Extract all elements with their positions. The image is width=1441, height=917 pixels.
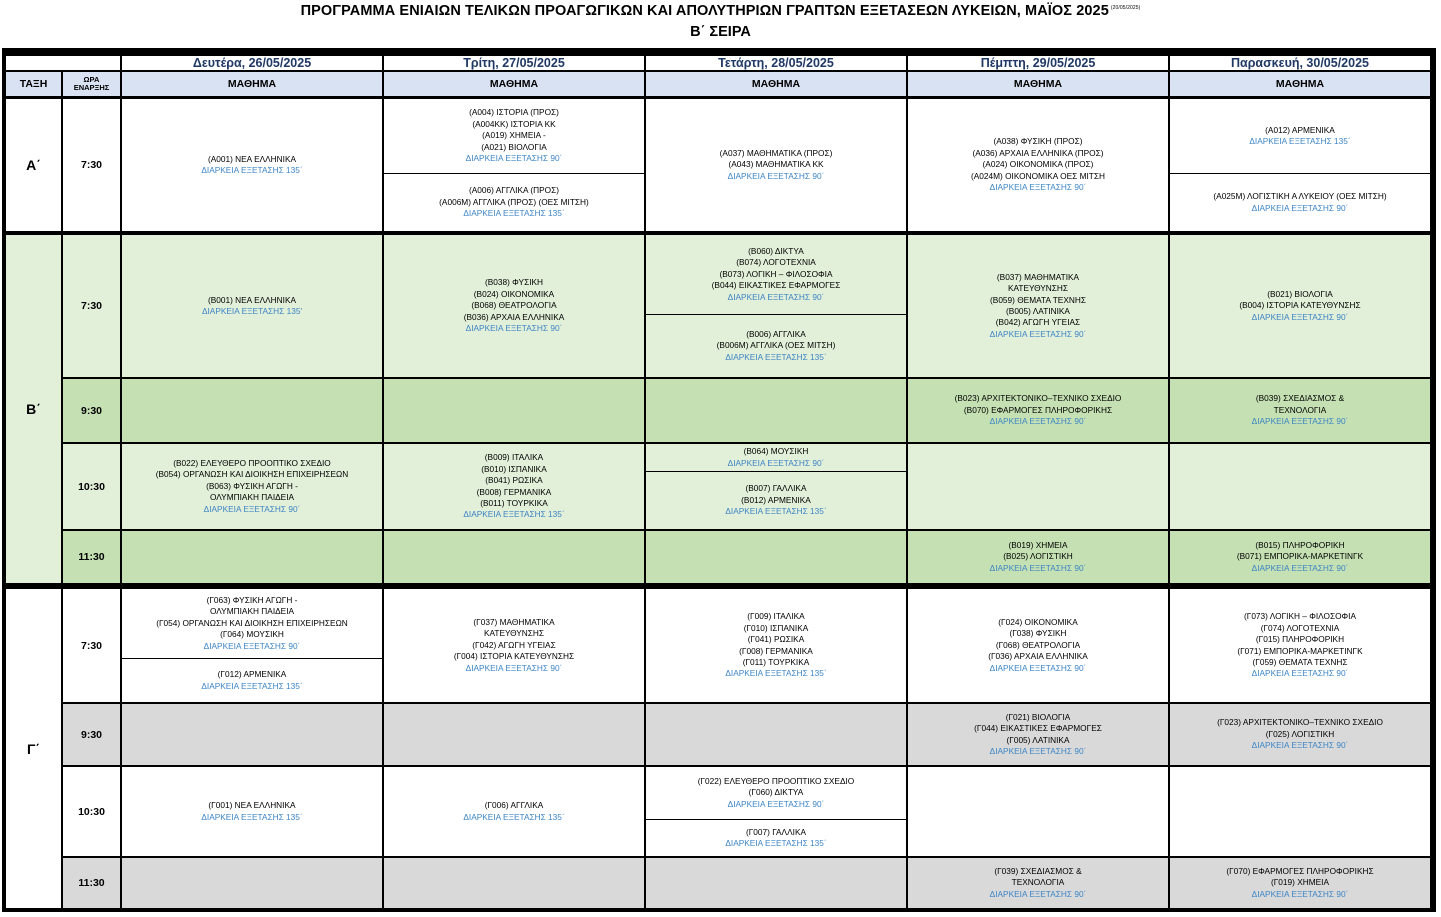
exam-subject: (Β073) ΛΟΓΙΚΗ – ΦΙΛΟΣΟΦΙΑ <box>719 268 833 279</box>
exam-duration: ΔΙΑΡΚΕΙΑ ΕΞΕΤΑΣΗΣ 90΄ <box>989 888 1087 899</box>
exam-duration: ΔΙΑΡΚΕΙΑ ΕΞΕΤΑΣΗΣ 135΄ <box>725 668 827 679</box>
exam-subject: (Β060) ΔΙΚΤΥΑ <box>748 245 804 256</box>
exam-duration: ΔΙΑΡΚΕΙΑ ΕΞΕΤΑΣΗΣ 90΄ <box>989 182 1087 193</box>
slot-c-930-friday <box>1170 704 1430 765</box>
exam-subject: ΤΕΧΝΟΛΟΓΙΑ <box>1273 404 1327 415</box>
slot-b-930-monday <box>122 379 382 442</box>
slot-b-1130-thursday <box>908 531 1168 583</box>
slot-b-1130-monday <box>122 531 382 583</box>
exam-subject: (Γ005) ΛΑΤΙΝΙΚΑ <box>1006 734 1070 745</box>
exam-subject: (Γ025) ΛΟΓΙΣΤΙΚΗ <box>1265 728 1335 739</box>
exam-subject: (Α021) ΒΙΟΛΟΓΙΑ <box>481 141 547 152</box>
exam-duration: ΔΙΑΡΚΕΙΑ ΕΞΕΤΑΣΗΣ 90΄ <box>465 662 563 673</box>
start-time-cell: 9:30 <box>63 379 120 442</box>
exam-subject: (Α037) ΜΑΘΗΜΑΤΙΚΑ (ΠΡΟΣ) <box>719 147 833 158</box>
slot-c-1030-thursday <box>908 767 1168 856</box>
exam-subject: (Β025) ΛΟΓΙΣΤΙΚΗ <box>1003 551 1073 562</box>
exam-duration: ΔΙΑΡΚΕΙΑ ΕΞΕΤΑΣΗΣ 90΄ <box>727 170 825 181</box>
slot-b-730-tuesday <box>384 235 644 377</box>
slot-c-730-tuesday <box>384 589 644 702</box>
column-header-subject-wednesday: ΜΑΘΗΜΑ <box>646 72 906 96</box>
slot-c-1030-monday <box>122 767 382 856</box>
exam-subject: (Γ073) ΛΟΓΙΚΗ – ΦΙΛΟΣΟΦΙΑ <box>1243 611 1357 622</box>
slot-b-730-thursday <box>908 235 1168 377</box>
exam-subject: (Γ010) ΙΣΠΑΝΙΚΑ <box>743 622 809 633</box>
cell-divider <box>646 471 906 472</box>
series-title: Β΄ ΣΕΙΡΑ <box>690 24 751 40</box>
exam-subject: (Β064) ΜΟΥΣΙΚΗ <box>743 446 809 457</box>
exam-duration: ΔΙΑΡΚΕΙΑ ΕΞΕΤΑΣΗΣ 90΄ <box>989 562 1087 573</box>
exam-subject: (Β039) ΣΧΕΔΙΑΣΜΟΣ & <box>1255 393 1345 404</box>
exam-subject: (Β042) ΑΓΩΓΗ ΥΓΕΙΑΣ <box>995 317 1081 328</box>
exam-duration: ΔΙΑΡΚΕΙΑ ΕΞΕΤΑΣΗΣ 135΄ <box>725 838 827 848</box>
exam-subject: (Β022) ΕΛΕΥΘΕΡΟ ΠΡΟΟΠΤΙΚΟ ΣΧΕΔΙΟ <box>173 457 331 468</box>
exam-subject: (Α006Μ) ΑΓΓΛΙΚΑ (ΠΡΟΣ) (ΟΕΣ ΜΙΤΣΗ) <box>439 196 589 207</box>
start-time-cell: 11:30 <box>63 531 120 583</box>
exam-subject: (Γ019) ΧΗΜΕΙΑ <box>1270 877 1330 888</box>
exam-subject: (Α024) ΟΙΚΟΝΟΜΙΚΑ (ΠΡΟΣ) <box>982 159 1094 170</box>
exam-subject: (Β036) ΑΡΧΑΙΑ ΕΛΛΗΝΙΚΑ <box>463 311 565 322</box>
start-time-cell: 7:30 <box>63 235 120 377</box>
slot-b-1030-monday <box>122 444 382 529</box>
exam-subject: (Γ011) ΤΟΥΡΚΙΚΑ <box>742 656 810 667</box>
class-label-a: Α΄ <box>6 99 61 231</box>
exam-subject: (Γ015) ΠΛΗΡΟΦΟΡΙΚΗ <box>1255 634 1345 645</box>
exam-subject: (Γ008) ΓΕΡΜΑΝΙΚΑ <box>739 645 813 656</box>
exam-subject: (Β023) ΑΡΧΙΤΕΚΤΟΝΙΚΟ–ΤΕΧΝΙΚΟ ΣΧΕΔΙΟ <box>954 393 1122 404</box>
slot-b-1030-wednesday <box>646 444 906 529</box>
exam-duration: ΔΙΑΡΚΕΙΑ ΕΞΕΤΑΣΗΣ 90΄ <box>989 745 1087 756</box>
page-title: ΠΡΟΓΡΑΜΜΑ ΕΝΙΑΙΩΝ ΤΕΛΙΚΩΝ ΠΡΟΑΓΩΓΙΚΩΝ ΚΑΙ ΑΠΟΛΥΤΗΡΙΩΝ ΓΡΑΠΤΩΝ ΕΞΕΤΑΣΕΩΝ ΛΥΚΕΙΩΝ, ΜΑΪΟΣ 2025 $^{(20/05/2025)}$ <box>300 3 1141 19</box>
exam-duration: ΔΙΑΡΚΕΙΑ ΕΞΕΤΑΣΗΣ 90΄ <box>1251 416 1349 427</box>
slot-b-930-thursday <box>908 379 1168 442</box>
exam-subject: (Α024Μ) ΟΙΚΟΝΟΜΙΚΑ ΟΕΣ ΜΙΤΣΗ <box>970 170 1105 181</box>
exam-duration: ΔΙΑΡΚΕΙΑ ΕΞΕΤΑΣΗΣ 135' <box>201 306 303 316</box>
slot-b-1030-thursday <box>908 444 1168 529</box>
exam-duration: ΔΙΑΡΚΕΙΑ ΕΞΕΤΑΣΗΣ 90΄ <box>465 153 563 164</box>
exam-subject: ΟΛΥΜΠΙΑΚΗ ΠΑΙΔΕΙΑ <box>209 492 295 503</box>
exam-subject: (Γ012) ΑΡΜΕΝΙΚΑ <box>217 669 287 680</box>
start-time-cell: 11:30 <box>63 858 120 908</box>
exam-duration: ΔΙΑΡΚΕΙΑ ΕΞΕΤΑΣΗΣ 90΄ <box>203 503 301 514</box>
exam-subject: (Β015) ΠΛΗΡΟΦΟΡΙΚΗ <box>1255 539 1345 550</box>
timetable <box>2 48 1436 912</box>
exam-block <box>646 444 906 471</box>
slot-b-1030-tuesday <box>384 444 644 529</box>
slot-b-1130-friday <box>1170 531 1430 583</box>
cell-divider <box>646 314 906 315</box>
exam-subject: (Β004) ΙΣΤΟΡΙΑ ΚΑΤΕΥΘΥΝΣΗΣ <box>1239 300 1361 311</box>
exam-duration: ΔΙΑΡΚΕΙΑ ΕΞΕΤΑΣΗΣ 90΄ <box>1251 562 1349 573</box>
exam-subject: (Β037) ΜΑΘΗΜΑΤΙΚΑ <box>996 271 1080 282</box>
exam-subject: (Β008) ΓΕΡΜΑΝΙΚΑ <box>476 486 552 497</box>
exam-subject: (Γ022) ΕΛΕΥΘΕΡΟ ΠΡΟΟΠΤΙΚΟ ΣΧΕΔΙΟ <box>697 775 855 786</box>
exam-subject: (Γ001) ΝΕΑ ΕΛΛΗΝΙΚΑ <box>208 800 296 811</box>
cell-divider <box>122 658 382 659</box>
hora-line1: ΩΡΑ <box>83 75 100 84</box>
exam-subject: (Β010) ΙΣΠΑΝΙΚΑ <box>481 463 547 474</box>
exam-subject: (Β070) ΕΦΑΡΜΟΓΕΣ ΠΛΗΡΟΦΟΡΙΚΗΣ <box>963 404 1113 415</box>
exam-subject: (Α006) ΑΓΓΛΙΚΑ (ΠΡΟΣ) <box>468 185 560 196</box>
exam-subject: (Γ023) ΑΡΧΙΤΕΚΤΟΝΙΚΟ–ΤΕΧΝΙΚΟ ΣΧΕΔΙΟ <box>1217 717 1383 728</box>
exam-block <box>1170 174 1430 231</box>
exam-subject: (Β074) ΛΟΓΟΤΕΧΝΙΑ <box>736 257 816 268</box>
exam-subject: (Β059) ΘΕΜΑΤΑ ΤΕΧΝΗΣ <box>990 294 1086 305</box>
slot-b-930-friday <box>1170 379 1430 442</box>
exam-subject: (Γ007) ΓΑΛΛΙΚΑ <box>745 826 807 837</box>
cell-divider <box>384 173 644 174</box>
day-header-wednesday: Τετάρτη, 28/05/2025 <box>646 56 906 70</box>
exam-duration: ΔΙΑΡΚΕΙΑ ΕΞΕΤΑΣΗΣ 90΄ <box>989 662 1087 673</box>
exam-subject: (Α019) ΧΗΜΕΙΑ - <box>482 130 546 141</box>
slot-c-1130-thursday <box>908 858 1168 908</box>
slot-c-1130-friday <box>1170 858 1430 908</box>
hora-line2: ΕΝΑΡΞΗΣ <box>73 83 110 92</box>
slot-b-930-wednesday <box>646 379 906 442</box>
slot-b-730-wednesday <box>646 235 906 377</box>
exam-duration: ΔΙΑΡΚΕΙΑ ΕΞΕΤΑΣΗΣ 135΄ <box>201 165 303 175</box>
exam-subject: (Β063) ΦΥΣΙΚΗ ΑΓΩΓΗ - <box>206 480 298 491</box>
exam-duration: ΔΙΑΡΚΕΙΑ ΕΞΕΤΑΣΗΣ 90΄ <box>1251 888 1349 899</box>
exam-block <box>122 659 382 702</box>
date-note: (20/05/2025) <box>1110 5 1141 12</box>
day-header-monday: Δευτέρα, 26/05/2025 <box>122 56 382 70</box>
day-header-tuesday: Τρίτη, 27/05/2025 <box>384 56 644 70</box>
exam-subject: (Β019) ΧΗΜΕΙΑ <box>1008 539 1068 550</box>
day-header-thursday: Πέμπτη, 29/05/2025 <box>908 56 1168 70</box>
exam-subject: (Γ037) ΜΑΘΗΜΑΤΙΚΑ <box>473 616 555 627</box>
slot-a-730-thursday <box>908 99 1168 231</box>
exam-subject: ΤΕΧΝΟΛΟΓΙΑ <box>1011 877 1065 888</box>
slot-c-930-thursday <box>908 704 1168 765</box>
exam-subject: (Β021) ΒΙΟΛΟΓΙΑ <box>1267 288 1333 299</box>
slot-c-1130-wednesday <box>646 858 906 908</box>
exam-subject: (Γ063) ΦΥΣΙΚΗ ΑΓΩΓΗ - <box>206 594 298 605</box>
exam-duration: ΔΙΑΡΚΕΙΑ ΕΞΕΤΑΣΗΣ 135΄ <box>463 509 565 520</box>
exam-duration: ΔΙΑΡΚΕΙΑ ΕΞΕΤΑΣΗΣ 90΄ <box>1251 668 1349 679</box>
exam-subject: ΚΑΤΕΥΘΥΝΣΗΣ <box>1007 283 1069 294</box>
start-time-cell: 10:30 <box>63 444 120 529</box>
exam-subject: ΟΛΥΜΠΙΑΚΗ ΠΑΙΔΕΙΑ <box>209 606 295 617</box>
column-header-class: ΤΑΞΗ <box>6 72 61 96</box>
slot-c-730-thursday <box>908 589 1168 702</box>
exam-subject: (Β041) ΡΩΣΙΚΑ <box>485 475 543 486</box>
exam-subject: (Γ068) ΘΕΑΤΡΟΛΟΓΙΑ <box>995 639 1081 650</box>
start-time-cell: 7:30 <box>63 99 120 231</box>
exam-block <box>1170 99 1430 173</box>
start-time-cell: 7:30 <box>63 589 120 702</box>
exam-block <box>646 767 906 819</box>
exam-subject: (Β007) ΓΑΛΛΙΚΑ <box>745 483 807 494</box>
exam-subject: (Γ021) ΒΙΟΛΟΓΙΑ <box>1005 711 1071 722</box>
exam-subject: (Β068) ΘΕΑΤΡΟΛΟΓΙΑ <box>471 300 557 311</box>
exam-subject: ΚΑΤΕΥΘΥΝΣΗΣ <box>483 628 545 639</box>
exam-subject: (Γ006) ΑΓΓΛΙΚΑ <box>484 800 544 811</box>
exam-duration: ΔΙΑΡΚΕΙΑ ΕΞΕΤΑΣΗΣ 90΄ <box>1251 311 1349 322</box>
exam-duration: ΔΙΑΡΚΕΙΑ ΕΞΕΤΑΣΗΣ 90΄ <box>203 640 301 651</box>
cell-divider <box>1170 173 1430 174</box>
exam-duration: ΔΙΑΡΚΕΙΑ ΕΞΕΤΑΣΗΣ 135΄ <box>463 811 565 822</box>
exam-block <box>646 472 906 529</box>
column-header-start-time <box>63 72 120 96</box>
exam-subject: (Γ041) ΡΩΣΙΚΑ <box>747 634 805 645</box>
exam-subject: (Γ039) ΣΧΕΔΙΑΣΜΟΣ & <box>994 865 1082 876</box>
slot-c-1030-friday <box>1170 767 1430 856</box>
column-header-subject-thursday: ΜΑΘΗΜΑ <box>908 72 1168 96</box>
slot-a-730-tuesday <box>384 99 644 231</box>
exam-subject: (Α004ΚΚ) ΙΣΤΟΡΙΑ ΚΚ <box>472 118 556 129</box>
class-label-c: Γ΄ <box>6 589 61 908</box>
slot-c-1030-tuesday <box>384 767 644 856</box>
exam-block <box>646 315 906 377</box>
slot-b-730-monday <box>122 235 382 377</box>
exam-subject: (Β054) ΟΡΓΑΝΩΣΗ ΚΑΙ ΔΙΟΙΚΗΣΗ ΕΠΙΧΕΙΡΗΣΕΩΝ <box>155 469 349 480</box>
exam-duration: ΔΙΑΡΚΕΙΑ ΕΞΕΤΑΣΗΣ 90΄ <box>727 457 825 468</box>
exam-duration: ΔΙΑΡΚΕΙΑ ΕΞΕΤΑΣΗΣ 90΄ <box>989 328 1087 339</box>
slot-c-730-wednesday <box>646 589 906 702</box>
exam-subject: (Γ042) ΑΓΩΓΗ ΥΓΕΙΑΣ <box>472 639 556 650</box>
exam-subject: (Γ009) ΙΤΑΛΙΚΑ <box>747 611 805 622</box>
exam-block <box>384 99 644 173</box>
exam-subject: (Α043) ΜΑΘΗΜΑΤΙΚΑ ΚΚ <box>728 159 824 170</box>
exam-subject: (Γ036) ΑΡΧΑΙΑ ΕΛΛΗΝΙΚΑ <box>988 651 1088 662</box>
column-header-subject-tuesday: ΜΑΘΗΜΑ <box>384 72 644 96</box>
class-label-b: Β΄ <box>6 235 61 583</box>
slot-c-930-tuesday <box>384 704 644 765</box>
exam-subject: (Α025Μ) ΛΟΓΙΣΤΙΚΗ Α ΛΥΚΕΙΟΥ (ΟΕΣ ΜΙΤΣΗ) <box>1213 191 1387 202</box>
exam-subject: (Α038) ΦΥΣΙΚΗ (ΠΡΟΣ) <box>993 136 1083 147</box>
exam-block <box>646 820 906 856</box>
exam-subject: (Α001) ΝΕΑ ΕΛΛΗΝΙΚΑ <box>207 153 297 164</box>
slot-a-730-friday <box>1170 99 1430 231</box>
exam-subject: (Β005) ΛΑΤΙΝΙΚΑ <box>1006 306 1070 316</box>
day-header-friday: Παρασκευή, 30/05/2025 <box>1170 56 1430 70</box>
exam-subject: (Γ064) ΜΟΥΣΙΚΗ <box>220 629 284 640</box>
exam-subject: (Β011) ΤΟΥΡΚΙΚΑ <box>480 497 548 508</box>
exam-duration: ΔΙΑΡΚΕΙΑ ΕΞΕΤΑΣΗΣ 90΄ <box>465 323 563 334</box>
slot-c-1130-monday <box>122 858 382 908</box>
slot-c-1130-tuesday <box>384 858 644 908</box>
exam-subject: (Γ038) ΦΥΣΙΚΗ <box>1009 628 1067 639</box>
exam-subject: (Β024) ΟΙΚΟΝΟΜΙΚΑ <box>473 288 555 299</box>
column-header-subject-monday: ΜΑΘΗΜΑ <box>122 72 382 96</box>
exam-subject: (Β038) ΦΥΣΙΚΗ <box>484 277 544 288</box>
header-corner <box>6 56 120 70</box>
exam-subject: (Γ059) ΘΕΜΑΤΑ ΤΕΧΝΗΣ <box>1252 656 1348 667</box>
slot-b-1130-tuesday <box>384 531 644 583</box>
exam-subject: (Γ004) ΙΣΤΟΡΙΑ ΚΑΤΕΥΘΥΝΣΗΣ <box>453 651 575 662</box>
column-header-subject-friday: ΜΑΘΗΜΑ <box>1170 72 1430 96</box>
exam-subject: (Γ070) ΕΦΑΡΜΟΓΕΣ ΠΛΗΡΟΦΟΡΙΚΗΣ <box>1226 865 1374 876</box>
exam-subject: (Α004) ΙΣΤΟΡΙΑ (ΠΡΟΣ) <box>469 107 559 118</box>
exam-subject: (Β001) ΝΕΑ ΕΛΛΗΝΙΚΑ <box>207 294 297 305</box>
exam-subject: (Β044) ΕΙΚΑΣΤΙΚΕΣ ΕΦΑΡΜΟΓΕΣ <box>711 280 841 291</box>
exam-duration: ΔΙΑΡΚΕΙΑ ΕΞΕΤΑΣΗΣ 135΄ <box>201 680 303 691</box>
start-time-cell: 9:30 <box>63 704 120 765</box>
exam-duration: ΔΙΑΡΚΕΙΑ ΕΞΕΤΑΣΗΣ 135΄ <box>725 351 827 362</box>
exam-block <box>646 235 906 314</box>
exam-subject: (Γ074) ΛΟΓΟΤΕΧΝΙΑ <box>1260 622 1340 633</box>
exam-subject: (Α036) ΑΡΧΑΙΑ ΕΛΛΗΝΙΚΑ (ΠΡΟΣ) <box>972 147 1104 158</box>
slot-b-730-friday <box>1170 235 1430 377</box>
slot-b-1130-wednesday <box>646 531 906 583</box>
start-time-cell: 10:30 <box>63 767 120 856</box>
slot-b-930-tuesday <box>384 379 644 442</box>
slot-c-930-wednesday <box>646 704 906 765</box>
slot-c-730-friday <box>1170 589 1430 702</box>
exam-subject: (Β006Μ) ΑΓΓΛΙΚΑ (ΟΕΣ ΜΙΤΣΗ) <box>716 340 836 351</box>
cell-divider <box>646 819 906 820</box>
slot-c-1030-wednesday <box>646 767 906 856</box>
exam-subject: (Β006) ΑΓΓΛΙΚΑ <box>746 328 806 339</box>
exam-duration: ΔΙΑΡΚΕΙΑ ΕΞΕΤΑΣΗΣ 90΄ <box>1251 740 1349 751</box>
exam-block <box>122 589 382 658</box>
exam-subject: (Γ060) ΔΙΚΤΥΑ <box>748 787 804 798</box>
exam-duration: ΔΙΑΡΚΕΙΑ ΕΞΕΤΑΣΗΣ 90΄ <box>727 798 825 809</box>
slot-c-930-monday <box>122 704 382 765</box>
exam-subject: (Γ024) ΟΙΚΟΝΟΜΙΚΑ <box>998 616 1078 627</box>
exam-subject: (Γ044) ΕΙΚΑΣΤΙΚΕΣ ΕΦΑΡΜΟΓΕΣ <box>974 723 1102 734</box>
exam-duration: ΔΙΑΡΚΕΙΑ ΕΞΕΤΑΣΗΣ 90΄ <box>727 291 825 302</box>
slot-b-1030-friday <box>1170 444 1430 529</box>
exam-duration: ΔΙΑΡΚΕΙΑ ΕΞΕΤΑΣΗΣ 135΄ <box>201 811 303 822</box>
exam-duration: ΔΙΑΡΚΕΙΑ ΕΞΕΤΑΣΗΣ 135΄ <box>725 506 827 517</box>
exam-subject: (Γ071) ΕΜΠΟΡΙΚΑ-ΜΑΡΚΕΤΙΝΓΚ <box>1237 645 1363 656</box>
exam-block <box>384 174 644 231</box>
exam-duration: ΔΙΑΡΚΕΙΑ ΕΞΕΤΑΣΗΣ 135΄ <box>1249 136 1351 146</box>
exam-subject: (Β012) ΑΡΜΕΝΙΚΑ <box>741 494 811 505</box>
exam-subject: (Β071) ΕΜΠΟΡΙΚΑ-ΜΑΡΚΕΤΙΝΓΚ <box>1236 551 1364 562</box>
slot-c-730-monday <box>122 589 382 702</box>
exam-duration: ΔΙΑΡΚΕΙΑ ΕΞΕΤΑΣΗΣ 90΄ <box>989 416 1087 427</box>
exam-subject: (Α012) ΑΡΜΕΝΙΚΑ <box>1265 124 1335 135</box>
exam-subject: (Β009) ΙΤΑΛΙΚΑ <box>484 452 544 463</box>
exam-subject: (Γ054) ΟΡΓΑΝΩΣΗ ΚΑΙ ΔΙΟΙΚΗΣΗ ΕΠΙΧΕΙΡΗΣΕΩΝ <box>156 617 348 628</box>
exam-duration: ΔΙΑΡΚΕΙΑ ΕΞΕΤΑΣΗΣ 90΄ <box>1251 202 1349 213</box>
exam-duration: ΔΙΑΡΚΕΙΑ ΕΞΕΤΑΣΗΣ 135΄ <box>463 208 565 219</box>
slot-a-730-monday <box>122 99 382 231</box>
slot-a-730-wednesday <box>646 99 906 231</box>
